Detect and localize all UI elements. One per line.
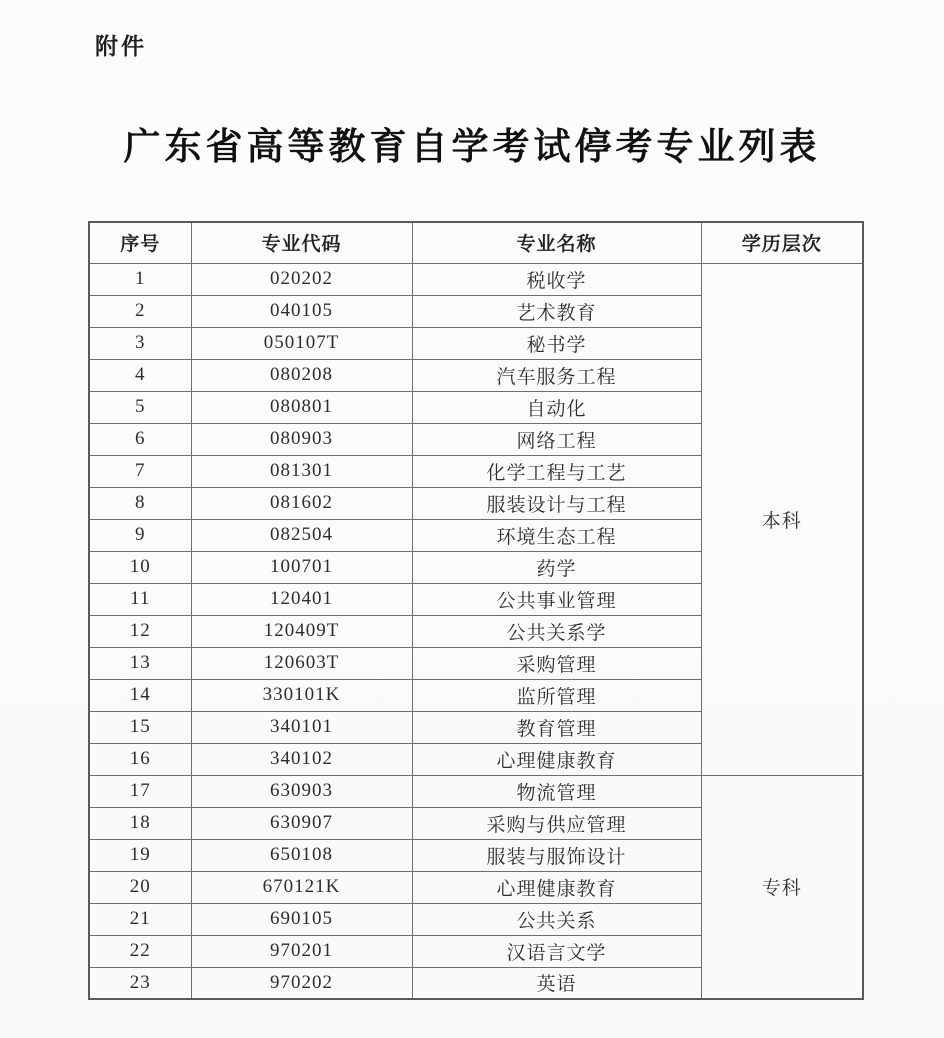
cell-serial-number: 19 xyxy=(89,839,191,871)
cell-major-code: 690105 xyxy=(191,903,412,935)
cell-major-name: 汉语言文学 xyxy=(412,935,701,967)
cell-serial-number: 4 xyxy=(89,359,191,391)
page-title: 广东省高等教育自学考试停考专业列表 xyxy=(123,127,821,168)
cell-major-code: 970202 xyxy=(191,967,412,999)
cell-serial-number: 6 xyxy=(89,423,191,455)
cell-serial-number: 21 xyxy=(89,903,191,935)
cell-major-name: 服装设计与工程 xyxy=(412,487,701,519)
cell-serial-number: 11 xyxy=(89,583,191,615)
col-header-education-level: 学历层次 xyxy=(701,222,863,263)
cell-serial-number: 3 xyxy=(89,327,191,359)
cell-serial-number: 1 xyxy=(89,263,191,295)
cell-major-code: 081602 xyxy=(191,487,412,519)
cell-major-name: 物流管理 xyxy=(412,775,701,807)
cell-major-code: 040105 xyxy=(191,295,412,327)
cell-major-name: 环境生态工程 xyxy=(412,519,701,551)
table-header-row xyxy=(89,222,863,263)
cell-education-level: 本科 xyxy=(701,263,863,775)
cell-major-code: 082504 xyxy=(191,519,412,551)
cell-major-name: 英语 xyxy=(412,967,701,999)
col-header-major-code: 专业代码 xyxy=(191,222,412,263)
cell-serial-number: 8 xyxy=(89,487,191,519)
cell-major-code: 080903 xyxy=(191,423,412,455)
col-header-serial-number: 序号 xyxy=(89,222,191,263)
cell-major-code: 340101 xyxy=(191,711,412,743)
cell-serial-number: 18 xyxy=(89,807,191,839)
cell-serial-number: 9 xyxy=(89,519,191,551)
cell-major-code: 970201 xyxy=(191,935,412,967)
cell-serial-number: 7 xyxy=(89,455,191,487)
cell-major-name: 汽车服务工程 xyxy=(412,359,701,391)
cell-major-name: 网络工程 xyxy=(412,423,701,455)
cell-education-level: 专科 xyxy=(701,775,863,999)
suspended-majors-table xyxy=(88,221,864,1000)
cell-serial-number: 14 xyxy=(89,679,191,711)
cell-major-name: 艺术教育 xyxy=(412,295,701,327)
cell-major-code: 630907 xyxy=(191,807,412,839)
cell-serial-number: 23 xyxy=(89,967,191,999)
cell-major-name: 秘书学 xyxy=(412,327,701,359)
cell-major-code: 650108 xyxy=(191,839,412,871)
cell-serial-number: 15 xyxy=(89,711,191,743)
cell-major-code: 120409T xyxy=(191,615,412,647)
cell-major-name: 心理健康教育 xyxy=(412,743,701,775)
col-header-major-name: 专业名称 xyxy=(412,222,701,263)
cell-serial-number: 10 xyxy=(89,551,191,583)
cell-major-code: 330101K xyxy=(191,679,412,711)
cell-serial-number: 5 xyxy=(89,391,191,423)
cell-serial-number: 20 xyxy=(89,871,191,903)
table-body xyxy=(89,263,863,999)
cell-major-code: 670121K xyxy=(191,871,412,903)
cell-major-code: 080208 xyxy=(191,359,412,391)
cell-serial-number: 17 xyxy=(89,775,191,807)
cell-major-code: 340102 xyxy=(191,743,412,775)
cell-major-name: 公共事业管理 xyxy=(412,583,701,615)
attachment-label: 附件 xyxy=(95,33,147,59)
cell-major-name: 税收学 xyxy=(412,263,701,295)
cell-major-code: 630903 xyxy=(191,775,412,807)
cell-major-name: 采购与供应管理 xyxy=(412,807,701,839)
table-row xyxy=(89,775,863,807)
cell-major-name: 采购管理 xyxy=(412,647,701,679)
cell-major-name: 服装与服饰设计 xyxy=(412,839,701,871)
cell-major-code: 100701 xyxy=(191,551,412,583)
cell-serial-number: 13 xyxy=(89,647,191,679)
table-row xyxy=(89,263,863,295)
cell-major-name: 自动化 xyxy=(412,391,701,423)
cell-major-name: 药学 xyxy=(412,551,701,583)
cell-serial-number: 22 xyxy=(89,935,191,967)
cell-major-name: 心理健康教育 xyxy=(412,871,701,903)
cell-major-code: 120603T xyxy=(191,647,412,679)
cell-major-code: 081301 xyxy=(191,455,412,487)
cell-serial-number: 12 xyxy=(89,615,191,647)
cell-major-code: 080801 xyxy=(191,391,412,423)
cell-major-code: 050107T xyxy=(191,327,412,359)
cell-serial-number: 2 xyxy=(89,295,191,327)
cell-major-name: 化学工程与工艺 xyxy=(412,455,701,487)
cell-major-code: 020202 xyxy=(191,263,412,295)
cell-major-name: 教育管理 xyxy=(412,711,701,743)
cell-serial-number: 16 xyxy=(89,743,191,775)
cell-major-name: 公共关系学 xyxy=(412,615,701,647)
cell-major-code: 120401 xyxy=(191,583,412,615)
cell-major-name: 公共关系 xyxy=(412,903,701,935)
cell-major-name: 监所管理 xyxy=(412,679,701,711)
